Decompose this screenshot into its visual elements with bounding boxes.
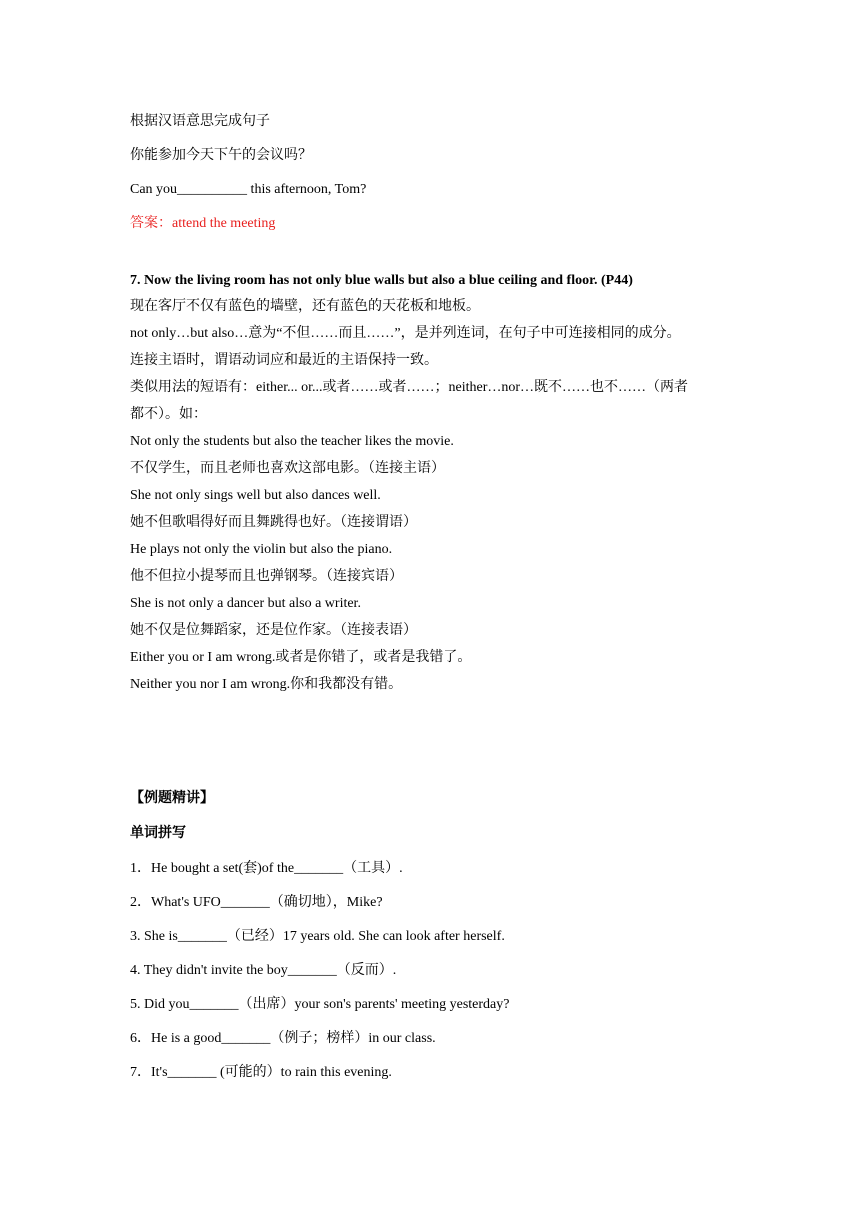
example-sentence: Not only the students but also the teacher likes the movie. — [130, 434, 454, 449]
example-sentence: Either you or I am wrong.或者是你错了，或者是我错了。 — [130, 650, 472, 665]
examples-heading: 【例题精讲】 — [130, 791, 214, 806]
example-translation: 她不仅是位舞蹈家，还是位作家。（连接表语） — [130, 623, 417, 638]
example-sentence: She is not only a dancer but also a writer. — [130, 596, 361, 611]
word-spelling-heading: 单词拼写 — [130, 826, 186, 841]
section-heading: 根据汉语意思完成句子 — [130, 114, 270, 129]
explanation-line: 类似用法的短语有：either... or...或者……或者……；neither…nor…既不……也不……（两者 — [130, 380, 689, 395]
prompt-chinese: 你能参加今天下午的会议吗？ — [130, 148, 312, 163]
explanation-line: not only…but also…意为“不但……而且……”，是并列连词，在句子中可连接相同的成分。 — [130, 326, 681, 341]
example-sentence: He plays not only the violin but also the piano. — [130, 542, 393, 557]
example-sentence: She not only sings well but also dances well. — [130, 488, 381, 503]
explanation-line: 都不）。如： — [130, 407, 207, 422]
exercise-item: 3. She is_______（已经）17 years old. She can look after herself. — [130, 929, 505, 944]
exercise-item: 2．What's UFO_______（确切地），Mike? — [130, 895, 383, 910]
example-translation: 不仅学生，而且老师也喜欢这部电影。（连接主语） — [130, 461, 445, 476]
exercise-item: 1．He bought a set(套)of the_______（工具）. — [130, 861, 403, 876]
exercise-item: 7．It's_______ (可能的）to rain this evening. — [130, 1065, 392, 1080]
exercise-item: 4. They didn't invite the boy_______（反而）. — [130, 963, 397, 978]
explanation-line: 现在客厅不仅有蓝色的墙壁，还有蓝色的天花板和地板。 — [130, 299, 480, 314]
prompt-english: Can you__________ this afternoon, Tom? — [130, 182, 367, 197]
exercise-item: 5. Did you_______（出席）your son's parents' meeting yesterday? — [130, 997, 510, 1012]
exercise-item: 6．He is a good_______（例子；榜样）in our class. — [130, 1031, 436, 1046]
example-translation: 他不但拉小提琴而且也弹钢琴。（连接宾语） — [130, 569, 403, 584]
answer-text: 答案：attend the meeting — [130, 216, 276, 231]
example-sentence: Neither you nor I am wrong.你和我都没有错。 — [130, 677, 403, 692]
point-7-title: 7. Now the living room has not only blue walls but also a blue ceiling and floor. (P44) — [130, 273, 633, 288]
example-translation: 她不但歌唱得好而且舞跳得也好。（连接谓语） — [130, 515, 417, 530]
explanation-line: 连接主语时，谓语动词应和最近的主语保持一致。 — [130, 353, 438, 368]
